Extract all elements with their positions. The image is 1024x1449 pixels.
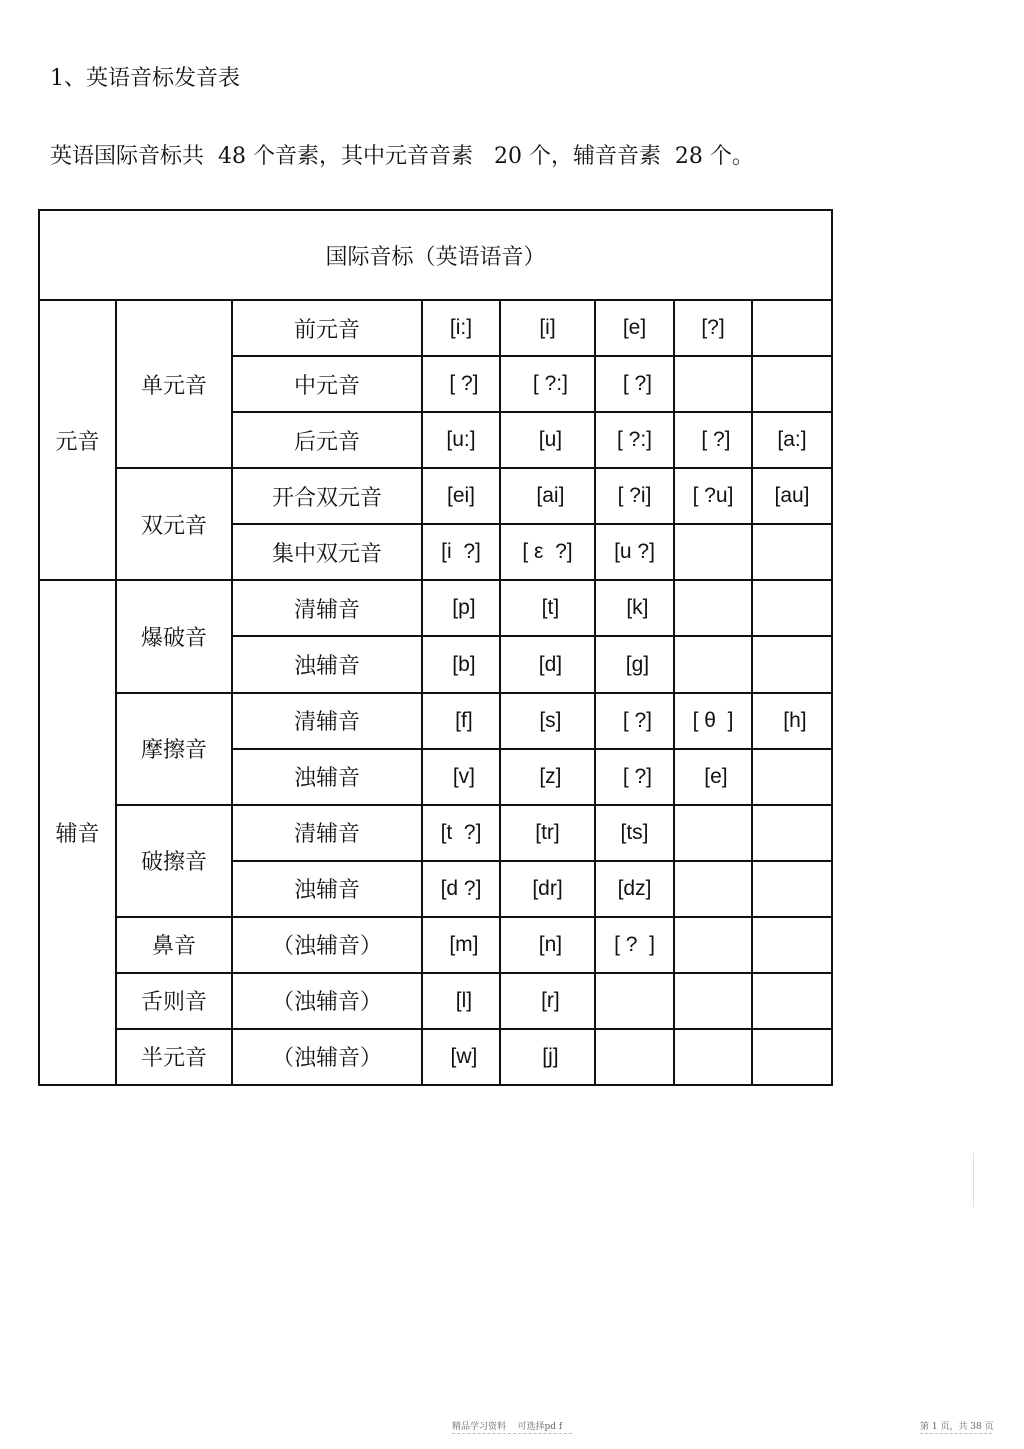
ipa-symbol-cell: [ ?] <box>595 749 674 805</box>
ipa-symbol-cell <box>674 356 752 412</box>
ipa-symbol-cell: [m] <box>422 917 500 973</box>
intro-text: 英语国际音标共 48 个音素，其中元音音素 20 个，辅音音素 28 个。 <box>50 144 754 169</box>
sound-type-cell: 集中双元音 <box>232 524 422 580</box>
ipa-symbol-cell: [i:] <box>422 300 500 356</box>
ipa-symbol-cell <box>595 973 674 1029</box>
sound-type-cell: 浊辅音 <box>232 861 422 917</box>
category-cell-consonants: 辅音 <box>39 580 116 1085</box>
ipa-symbol-cell: [dr] <box>500 861 595 917</box>
ipa-symbol-cell <box>752 917 832 973</box>
ipa-symbol-cell: [ ?:] <box>595 412 674 468</box>
ipa-symbol-cell: [?] <box>674 300 752 356</box>
ipa-symbol-cell: [ ?u] <box>674 468 752 524</box>
table-row <box>39 973 832 1029</box>
ipa-symbol-cell: [w] <box>422 1029 500 1085</box>
table-title: 国际音标（英语语音） <box>39 210 832 300</box>
ipa-symbol-cell: [l] <box>422 973 500 1029</box>
ipa-symbol-cell: [j] <box>500 1029 595 1085</box>
ipa-symbol-cell: [b] <box>422 636 500 692</box>
ipa-symbol-cell: [ ?] <box>422 356 500 412</box>
sound-type-cell: （浊辅音） <box>232 1029 422 1085</box>
ipa-symbol-cell: [p] <box>422 580 500 636</box>
subcategory-cell-diphthong: 双元音 <box>116 468 232 580</box>
subcategory-cell-monophthong: 单元音 <box>116 300 232 468</box>
ipa-symbol-cell <box>674 636 752 692</box>
table-row <box>39 693 832 749</box>
subcategory-cell-nasal: 鼻音 <box>116 917 232 973</box>
ipa-symbol-cell <box>595 1029 674 1085</box>
ipa-symbol-cell: [u:] <box>422 412 500 468</box>
ipa-symbol-cell <box>752 356 832 412</box>
ipa-symbol-cell <box>674 1029 752 1085</box>
ipa-symbol-cell: [ei] <box>422 468 500 524</box>
subcategory-cell-plosive: 爆破音 <box>116 580 232 692</box>
ipa-symbol-cell <box>752 580 832 636</box>
ipa-symbol-cell: [i ?] <box>422 524 500 580</box>
sound-type-cell: 前元音 <box>232 300 422 356</box>
margin-line <box>973 1153 974 1207</box>
ipa-symbol-cell: [ θ ] <box>674 693 752 749</box>
ipa-symbol-cell <box>674 524 752 580</box>
sound-type-cell: 浊辅音 <box>232 749 422 805</box>
table-row <box>39 468 832 524</box>
ipa-symbol-cell <box>752 861 832 917</box>
ipa-symbol-cell: [v] <box>422 749 500 805</box>
ipa-table <box>38 209 833 1086</box>
ipa-symbol-cell: [t ?] <box>422 805 500 861</box>
ipa-symbol-cell <box>674 861 752 917</box>
table-row <box>39 580 832 636</box>
ipa-symbol-cell: [h] <box>752 693 832 749</box>
ipa-symbol-cell: [z] <box>500 749 595 805</box>
footer-right-dashes <box>920 1433 992 1434</box>
ipa-symbol-cell: [au] <box>752 468 832 524</box>
ipa-symbol-cell <box>752 636 832 692</box>
ipa-symbol-cell: [ai] <box>500 468 595 524</box>
ipa-symbol-cell: [e] <box>674 749 752 805</box>
category-cell-vowels: 元音 <box>39 300 116 580</box>
ipa-symbol-cell: [s] <box>500 693 595 749</box>
sound-type-cell: （浊辅音） <box>232 917 422 973</box>
ipa-symbol-cell: [ ?] <box>595 356 674 412</box>
sound-type-cell: 浊辅音 <box>232 636 422 692</box>
page-number: 第 1 页，共 38 页 <box>920 1422 994 1432</box>
ipa-symbol-cell: [a:] <box>752 412 832 468</box>
ipa-symbol-cell <box>752 973 832 1029</box>
ipa-symbol-cell: [tr] <box>500 805 595 861</box>
ipa-symbol-cell: [i] <box>500 300 595 356</box>
table-row <box>39 300 832 356</box>
ipa-symbol-cell <box>674 973 752 1029</box>
ipa-symbol-cell: [ ?] <box>674 412 752 468</box>
footer-left-dashes <box>452 1433 572 1434</box>
ipa-symbol-cell: [ ?] <box>595 693 674 749</box>
section-heading: 1、英语音标发音表 <box>50 66 240 91</box>
ipa-symbol-cell: [u ?] <box>595 524 674 580</box>
ipa-symbol-cell <box>752 524 832 580</box>
ipa-symbol-cell: [d ?] <box>422 861 500 917</box>
sound-type-cell: （浊辅音） <box>232 973 422 1029</box>
ipa-symbol-cell <box>674 805 752 861</box>
subcategory-cell-affricate: 破擦音 <box>116 805 232 917</box>
ipa-symbol-cell: [dz] <box>595 861 674 917</box>
footer-left-text: 精品学习资料 可选择pd f <box>452 1422 563 1432</box>
ipa-symbol-cell: [t] <box>500 580 595 636</box>
ipa-symbol-cell: [n] <box>500 917 595 973</box>
subcategory-cell-lateral: 舌则音 <box>116 973 232 1029</box>
ipa-symbol-cell: [f] <box>422 693 500 749</box>
table-row <box>39 805 832 861</box>
sound-type-cell: 后元音 <box>232 412 422 468</box>
ipa-symbol-cell: [ ?i] <box>595 468 674 524</box>
table-row <box>39 917 832 973</box>
ipa-symbol-cell: [ ε ?] <box>500 524 595 580</box>
ipa-symbol-cell: [d] <box>500 636 595 692</box>
sound-type-cell: 开合双元音 <box>232 468 422 524</box>
ipa-symbol-cell <box>752 749 832 805</box>
ipa-symbol-cell: [ ? ] <box>595 917 674 973</box>
ipa-symbol-cell <box>752 300 832 356</box>
sound-type-cell: 清辅音 <box>232 805 422 861</box>
ipa-symbol-cell: [k] <box>595 580 674 636</box>
subcategory-cell-semivowel: 半元音 <box>116 1029 232 1085</box>
sound-type-cell: 清辅音 <box>232 693 422 749</box>
ipa-symbol-cell: [u] <box>500 412 595 468</box>
ipa-symbol-cell: [ ?:] <box>500 356 595 412</box>
subcategory-cell-fricative: 摩擦音 <box>116 693 232 805</box>
ipa-symbol-cell <box>752 805 832 861</box>
ipa-symbol-cell: [ts] <box>595 805 674 861</box>
sound-type-cell: 清辅音 <box>232 580 422 636</box>
ipa-symbol-cell: [r] <box>500 973 595 1029</box>
sound-type-cell: 中元音 <box>232 356 422 412</box>
ipa-symbol-cell: [g] <box>595 636 674 692</box>
ipa-symbol-cell <box>674 580 752 636</box>
ipa-symbol-cell <box>674 917 752 973</box>
table-row <box>39 1029 832 1085</box>
ipa-symbol-cell: [e] <box>595 300 674 356</box>
ipa-symbol-cell <box>752 1029 832 1085</box>
